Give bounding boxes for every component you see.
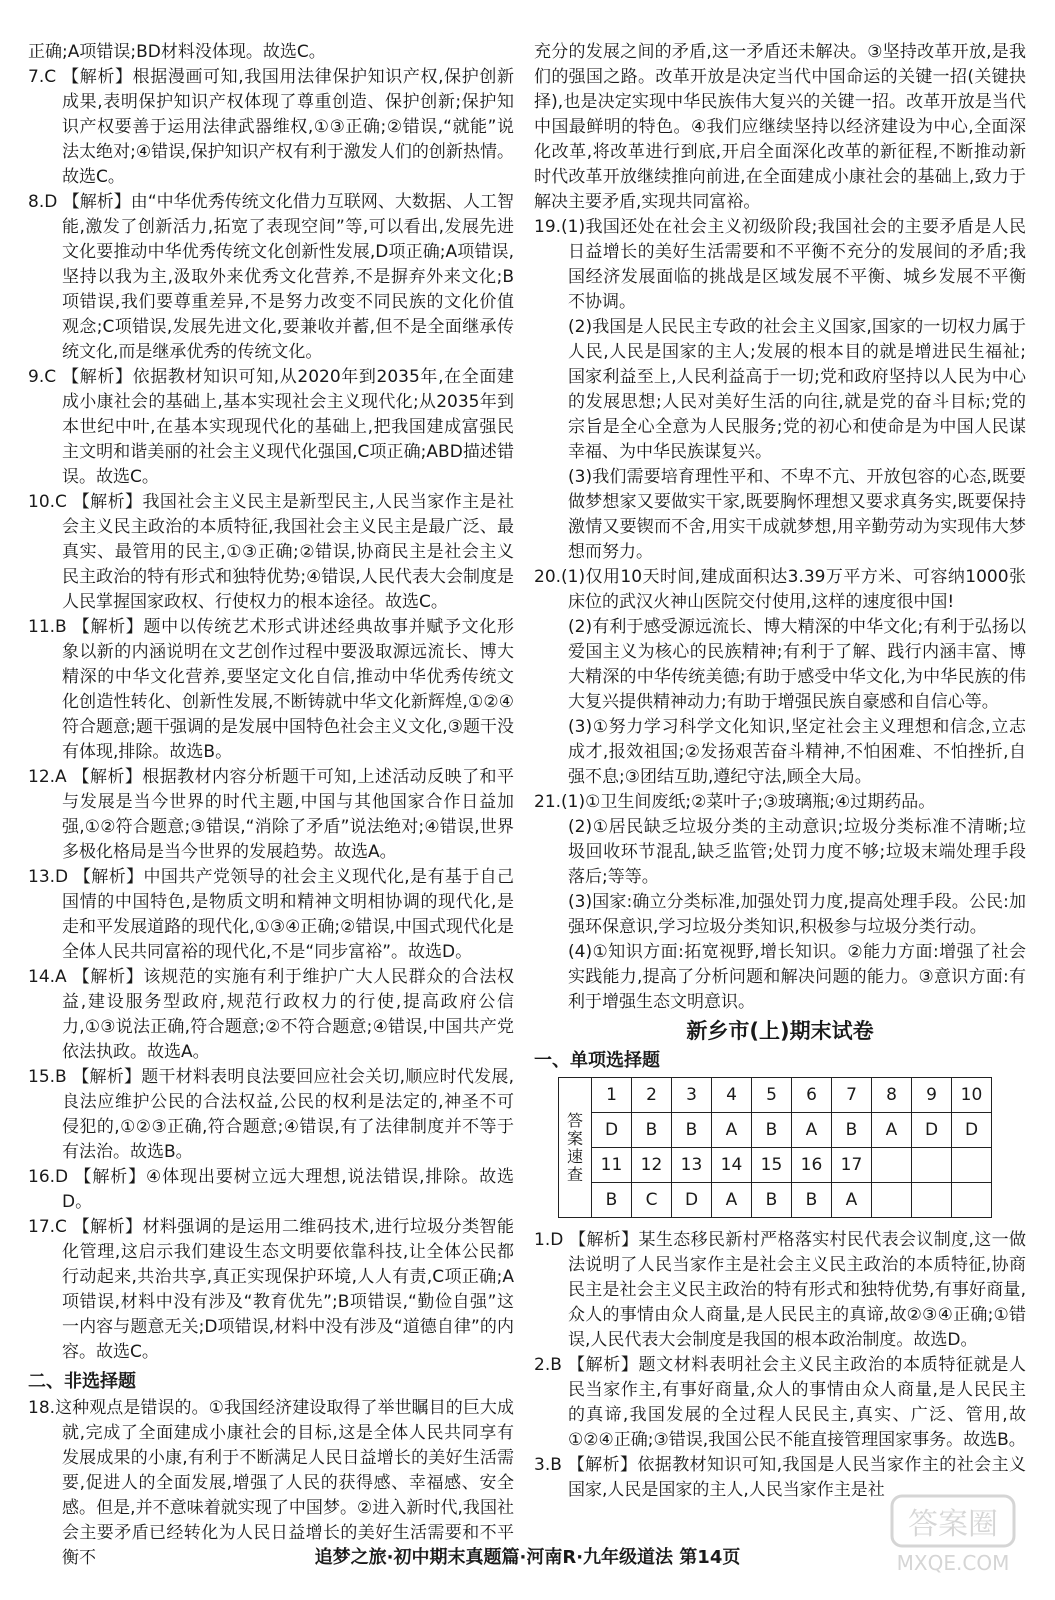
q-num: 4 xyxy=(712,1078,752,1113)
watermark-url: MXQE.COM xyxy=(896,1551,1010,1575)
q-answer: D xyxy=(912,1113,952,1148)
q-num: 17 xyxy=(832,1148,872,1183)
q-num: 16 xyxy=(792,1148,832,1183)
answer-19-3: (3)我们需要培育理性平和、不卑不亢、开放包容的心态,既要做梦想家又要做实干家,既要胸怀理想又要求真务实,既要保持激情又要锲而不舍,用实干成就梦想,用辛勤劳动为实现伟大梦想而努力。 xyxy=(568,467,1026,562)
answer-11: 11.B 【解析】题中以传统艺术形式讲述经典故事并赋予文化形象以新的内涵说明在文艺创作过程中要汲取源远流长、博大精深的中华文化营养,要坚定文化自信,推动中华优秀传统文化创造性转化、创新性发展,不断铸就中华文化新辉煌,①②④符合题意;题干强调的是发展中国特色社会主义文化,③题干没有体现,排除。故选B。 xyxy=(28,617,514,762)
answer-20-1: 20.(1)仅用10天时间,建成面积达3.39万平方米、可容纳1000张床位的武汉火神山医院交付使用,这样的速度很中国! xyxy=(534,567,1026,612)
answer-14: 14.A 【解析】该规范的实施有利于维护广大人民群众的合法权益,建设服务型政府,规范行政权力的行使,提高政府公信力,①③说法正确,符合题意;②不符合题意;④错误,中国共产党依法执政。故选A。 xyxy=(28,967,514,1062)
q-answer: B xyxy=(752,1183,792,1218)
answer-16: 16.D 【解析】④体现出要树立远大理想,说法错误,排除。故选D。 xyxy=(28,1167,514,1212)
section-heading: 一、单项选择题 xyxy=(534,1050,660,1071)
answer-21-2: (2)①居民缺乏垃圾分类的主动意识;垃圾分类标准不清晰;垃圾回收环节混乱,缺乏监管;处罚力度不够;垃圾末端处理手段落后;等等。 xyxy=(568,817,1026,887)
answer-18: 18.这种观点是错误的。①我国经济建设取得了举世瞩目的巨大成就,完成了全面建成小康社会的目标,这是全体人民共同享有发展成果的小康,有利于不断满足人民日益增长的美好生活需要,促进人的全面发展,增强了人民的获得感、幸福感、安全感。但是,并不意味着就实现了中国梦。②进入新时代,我国社会主要矛盾已经转化为人民日益增长的美好生活需要和不平衡不 xyxy=(28,1398,514,1568)
q-num: 6 xyxy=(792,1078,832,1113)
q-answer: B xyxy=(752,1113,792,1148)
answer-3: 3.B 【解析】依据教材知识可知,我国是人民当家作主的社会主义国家,人民是国家的主人,人民当家作主是社 xyxy=(534,1455,1026,1500)
answer-continuation: 正确;A项错误;BD材料没体现。故选C。 xyxy=(28,42,326,62)
answer-19-1: 19.(1)我国还处在社会主义初级阶段;我国社会的主要矛盾是人民日益增长的美好生活需要和不平衡不充分的发展间的矛盾;我国经济发展面临的挑战是区域发展不平衡、城乡发展不平衡不协调。 xyxy=(534,217,1026,312)
empty-cell xyxy=(872,1183,912,1218)
q-num: 1 xyxy=(592,1078,632,1113)
q-num: 14 xyxy=(712,1148,752,1183)
q-answer: B xyxy=(632,1113,672,1148)
empty-cell xyxy=(912,1148,952,1183)
q-num: 8 xyxy=(872,1078,912,1113)
answer-8: 8.D 【解析】由“中华优秀传统文化借力互联网、大数据、人工智能,激发了创新活力,拓宽了表现空间”等,可以看出,发展先进文化要推动中华优秀传统文化创新性发展,D项正确;A项错误,坚持以我为主,汲取外来优秀文化营养,不是摒弃外来文化;B项错误,我们要尊重差异,不是努力改变不同民族的文化价值观念;C项错误,发展先进文化,要兼收并蓄,但不是全面继承传统文化,而是继承优秀的传统文化。 xyxy=(28,192,514,362)
table-label: 答案速查 xyxy=(559,1078,592,1218)
q-answer: B xyxy=(792,1183,832,1218)
empty-cell xyxy=(952,1148,992,1183)
answer-20-2: (2)有利于感受源远流长、博大精深的中华文化;有利于弘扬以爱国主义为核心的民族精神;有利于了解、践行内涵丰富、博大精深的中华传统美德;有助于感受中华文化,为中华民族的伟大复兴提供精神动力;有助于增强民族自豪感和自信心等。 xyxy=(568,617,1026,712)
answer-21-1: 21.(1)①卫生间废纸;②菜叶子;③玻璃瓶;④过期药品。 xyxy=(534,792,936,812)
answer-21-3: (3)国家:确立分类标准,加强处罚力度,提高处理手段。公民:加强环保意识,学习垃圾分类知识,积极参与垃圾分类行动。 xyxy=(568,892,1026,937)
left-column xyxy=(28,40,514,1571)
q-num: 3 xyxy=(672,1078,712,1113)
q-answer: C xyxy=(632,1183,672,1218)
q-answer: D xyxy=(592,1113,632,1148)
answer-10: 10.C 【解析】我国社会主义民主是新型民主,人民当家作主是社会主义民主政治的本质特征,我国社会主义民主是最广泛、最真实、最管用的民主,①③正确;②错误,协商民主是社会主义民主政治的特有形式和独特优势;④错误,人民代表大会制度是人民掌握国家政权、行使权力的根本途径。故选C。 xyxy=(28,492,514,612)
q-answer: B xyxy=(672,1113,712,1148)
answer-2: 2.B 【解析】题文材料表明社会主义民主政治的本质特征就是人民当家作主,有事好商量,众人的事情由众人商量,是人民民主的真谛,我国发展的全过程人民民主,真实、广泛、管用,故①②④正确;③错误,我国公民不能直接管理国家事务。故选B。 xyxy=(534,1355,1026,1450)
q-num: 9 xyxy=(912,1078,952,1113)
q-answer: A xyxy=(712,1113,752,1148)
empty-cell xyxy=(912,1183,952,1218)
q-answer: A xyxy=(712,1183,752,1218)
answer-20-3: (3)①努力学习科学文化知识,坚定社会主义理想和信念,立志成才,报效祖国;②发扬艰苦奋斗精神,不怕困难、不怕挫折,自强不息;③团结互助,遵纪守法,顾全大局。 xyxy=(568,717,1026,787)
answer-1: 1.D 【解析】某生态移民新村严格落实村民代表会议制度,这一做法说明了人民当家作主是社会主义民主政治的本质特征,协商民主是社会主义民主政治的特有形式和独特优势,有事好商量,众人的事情由众人商量,是人民民主的真谛,故②③④正确;①错误,人民代表大会制度是我国的根本政治制度。故选D。 xyxy=(534,1230,1026,1350)
q-num: 13 xyxy=(672,1148,712,1183)
answer-table xyxy=(558,1077,992,1218)
q-answer: B xyxy=(832,1113,872,1148)
q-num: 7 xyxy=(832,1078,872,1113)
answer-15: 15.B 【解析】题干材料表明良法要回应社会关切,顺应时代发展,良法应维护公民的合法权益,公民的权利是法定的,神圣不可侵犯的,①②③正确,符合题意;④错误,有了法律制度并不等于有法治。故选B。 xyxy=(28,1067,514,1162)
section-heading: 二、非选择题 xyxy=(28,1371,136,1392)
q-num: 11 xyxy=(592,1148,632,1183)
q-num: 15 xyxy=(752,1148,792,1183)
q-answer: A xyxy=(872,1113,912,1148)
q-num: 5 xyxy=(752,1078,792,1113)
exam-title: 新乡市(上)期末试卷 xyxy=(686,1019,874,1043)
q-answer: B xyxy=(592,1183,632,1218)
q-num: 10 xyxy=(952,1078,992,1113)
page-footer: 追梦之旅·初中期末真题篇·河南R·九年级道法 第14页 xyxy=(314,1547,741,1568)
right-column xyxy=(534,40,1026,1503)
empty-cell xyxy=(952,1183,992,1218)
watermark-logo xyxy=(888,1490,1018,1580)
q-num: 12 xyxy=(632,1148,672,1183)
answer-19-2: (2)我国是人民民主专政的社会主义国家,国家的一切权力属于人民,人民是国家的主人;发展的根本目的就是增进民生福祉;国家利益至上,人民利益高于一切;党和政府坚持以人民为中心的发展思想;人民对美好生活的向往,就是党的奋斗目标;党的宗旨是全心全意为人民服务;党的初心和使命是为中国人民谋幸福、为中华民族谋复兴。 xyxy=(568,317,1026,462)
q-answer: D xyxy=(672,1183,712,1218)
answer-9: 9.C 【解析】依据教材知识可知,从2020年到2035年,在全面建成小康社会的基础上,基本实现社会主义现代化;从2035年到本世纪中叶,在基本实现现代化的基础上,把我国建成富强民主文明和谐美丽的社会主义现代化强国,C项正确;ABD描述错误。故选C。 xyxy=(28,367,514,487)
answer-7: 7.C 【解析】根据漫画可知,我国用法律保护知识产权,保护创新成果,表明保护知识产权体现了尊重创造、保护创新;保护知识产权要善于运用法律武器维权,①③正确;②错误,“就能”说法太绝对;④错误,保护知识产权有利于激发人们的创新热情。故选C。 xyxy=(28,67,514,187)
answer-12: 12.A 【解析】根据教材内容分析题干可知,上述活动反映了和平与发展是当今世界的时代主题,中国与其他国家合作日益加强,①②符合题意;③错误,“消除了矛盾”说法绝对;④错误,世界多极化格局是当今世界的发展趋势。故选A。 xyxy=(28,767,514,862)
q-answer: A xyxy=(832,1183,872,1218)
answer-21-4: (4)①知识方面:拓宽视野,增长知识。②能力方面:增强了社会实践能力,提高了分析问题和解决问题的能力。③意识方面:有利于增强生态文明意识。 xyxy=(568,942,1026,1012)
empty-cell xyxy=(872,1148,912,1183)
answer-17: 17.C 【解析】材料强调的是运用二维码技术,进行垃圾分类智能化管理,这启示我们建设生态文明要依靠科技,让全体公民都行动起来,共治共享,真正实现保护环境,人人有责,C项正确;A项错误,材料中没有涉及“教育优先”;B项错误,“勤俭自强”这一内容与题意无关;D项错误,材料中没有涉及“道德自律”的内容。故选C。 xyxy=(28,1217,514,1362)
q-num: 2 xyxy=(632,1078,672,1113)
q-answer: D xyxy=(952,1113,992,1148)
watermark-text: 答案圈 xyxy=(908,1507,998,1542)
q-answer: A xyxy=(792,1113,832,1148)
answer-13: 13.D 【解析】中国共产党领导的社会主义现代化,是有基于自己国情的中国特色,是物质文明和精神文明相协调的现代化,是走和平发展道路的现代化,①③④正确;②错误,中国式现代化是全体人民共同富裕的现代化,不是“同步富裕”。故选D。 xyxy=(28,867,514,962)
answer-continuation: 充分的发展之间的矛盾,这一矛盾还未解决。③坚持改革开放,是我们的强国之路。改革开放是决定当代中国命运的关键一招(关键抉择),也是决定实现中华民族伟大复兴的关键一招。改革开放是当代中国最鲜明的特色。④我们应继续坚持以经济建设为中心,全面深化改革,将改革进行到底,开启全面深化改革的新征程,不断推动新时代改革开放继续推向前进,在全面建成小康社会的基础上,致力于解决主要矛盾,实现共同富裕。 xyxy=(534,42,1026,212)
